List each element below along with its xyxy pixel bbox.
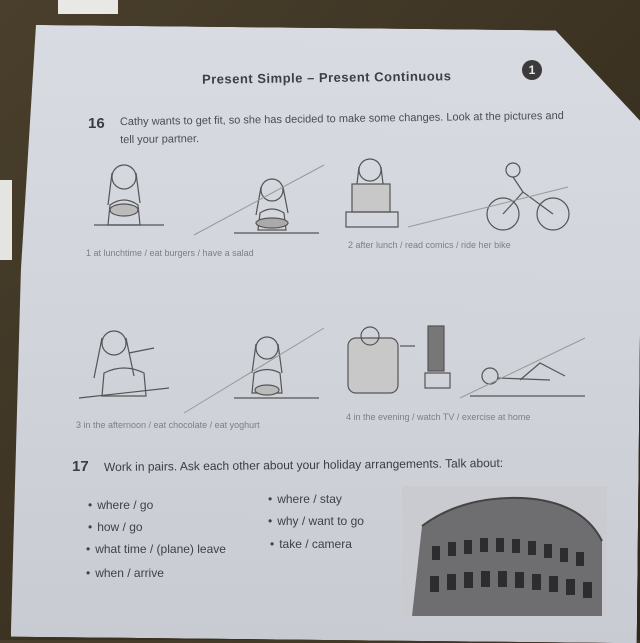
- exercise-17-instruction: Work in pairs. Ask each other about your holiday arrangements. Talk about:: [103, 455, 504, 475]
- exercise-16-number: 16: [88, 115, 105, 132]
- bullet-left-4: • when / arrive: [86, 566, 164, 580]
- picture-3-chocolate-yoghurt: [74, 318, 329, 418]
- bullet-left-3: • what time / (plane) leave: [86, 542, 226, 556]
- bullet-left-1: • where / go: [88, 498, 154, 512]
- background-object: [58, 0, 118, 14]
- page-title: Present Simple – Present Continuous: [201, 68, 452, 87]
- picture-2-comics-bike: [338, 152, 573, 242]
- picture-1-burgers-salad: [84, 155, 329, 245]
- background-object: [0, 180, 12, 260]
- bullet-right-1: • where / stay: [268, 492, 342, 506]
- colosseum-photo: [402, 486, 607, 616]
- bullet-left-2: • how / go: [88, 520, 143, 534]
- picture-1-caption: 1 at lunchtime / eat burgers / have a salad: [86, 248, 254, 258]
- bullet-right-3: • take / camera: [270, 537, 352, 551]
- picture-2-caption: 2 after lunch / read comics / ride her bike: [348, 240, 511, 250]
- page-number-badge: 1: [522, 60, 542, 80]
- picture-4-caption: 4 in the evening / watch TV / exercise at home: [346, 412, 531, 422]
- exercise-17-number: 17: [72, 458, 89, 475]
- exercise-16-instruction: Cathy wants to get fit, so she has decided to make some changes. Look at the pictures and tell your partner.: [119, 109, 564, 147]
- picture-4-tv-exercise: [340, 318, 590, 413]
- bullet-right-2: • why / want to go: [268, 514, 364, 528]
- picture-3-caption: 3 in the afternoon / eat chocolate / eat yoghurt: [76, 420, 260, 430]
